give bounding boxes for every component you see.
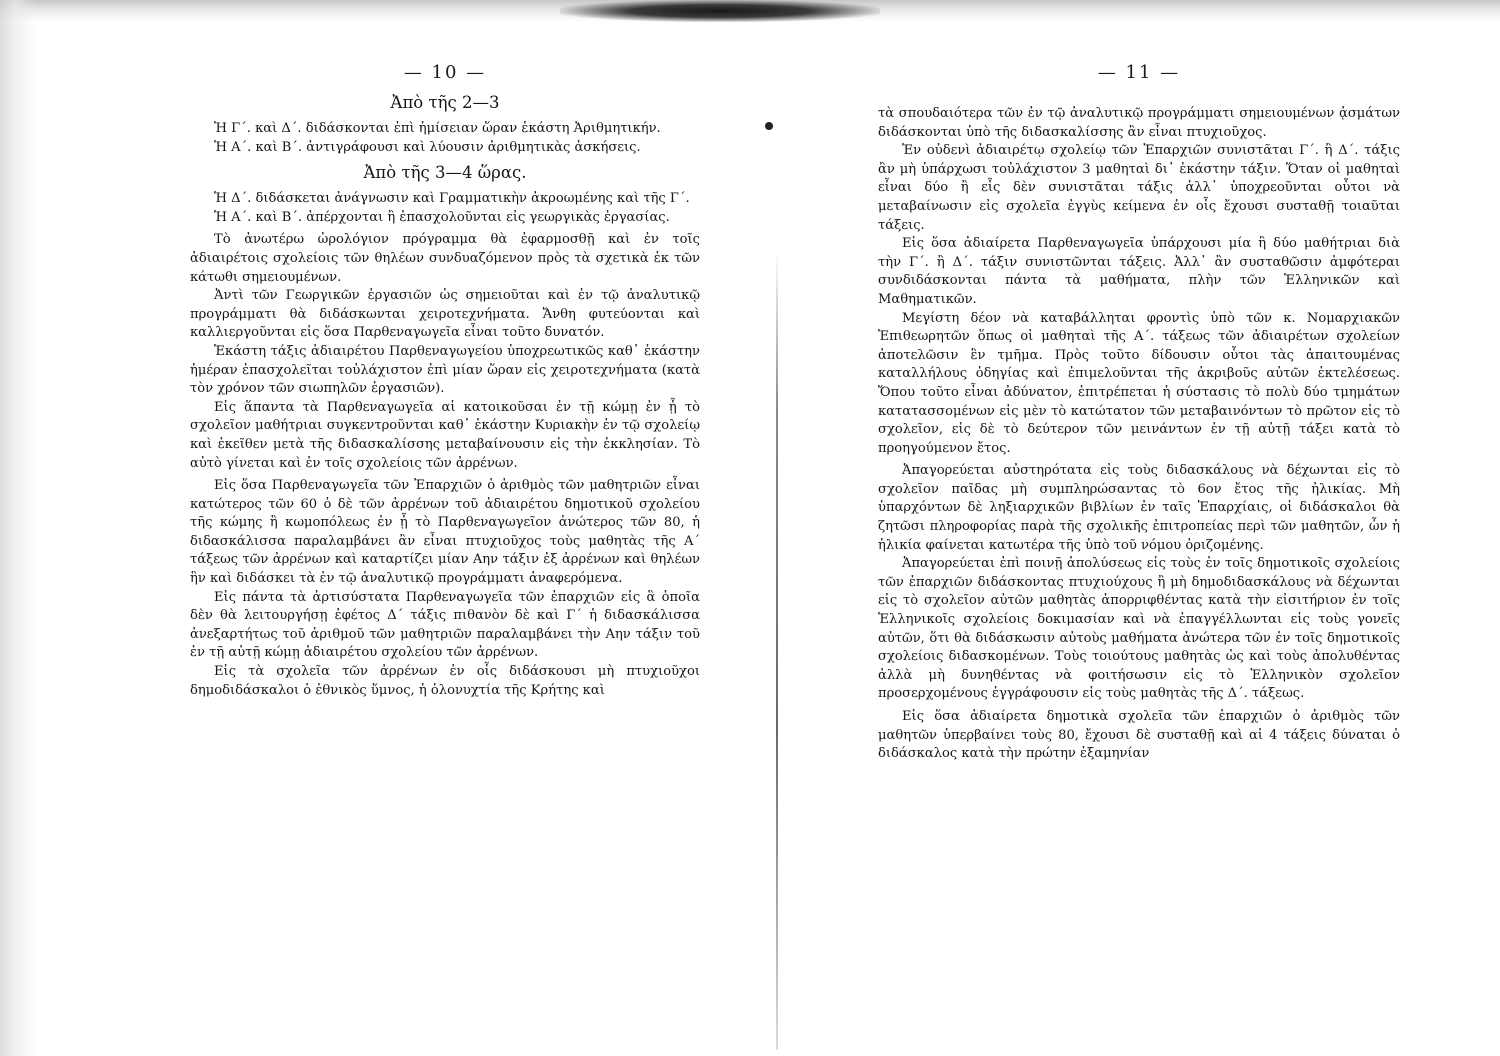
paragraph: τὰ σπουδαιότερα τῶν ἐν τῷ ἀναλυτικῷ προγράμματι σημειουμένων ᾀσμάτων διδάσκονται ὑπὸ τῆς διδασκαλίσσης ἂν εἶναι πτυχιοῦχος. bbox=[878, 106, 1400, 140]
page-number: — 11 — bbox=[1097, 62, 1181, 83]
paragraph: Ἐν οὐδενὶ ἀδιαιρέτῳ σχολείῳ τῶν Ἐπαρχιῶν συνιστᾶται Γ΄. ἢ Δ΄. τάξις ἂν μὴ ὑπάρχωσι τοὐλάχιστον 3 μαθηταὶ δι᾽ ἑκάστην τάξιν. Ὅταν οἱ μαθηταὶ εἶναι δύο ἢ εἷς δὲν συνιστᾶται τάξις ἀλλ᾽ ὑποχρεοῦνται οὗτοι νὰ μεταβαίνωσιν εἰς σχολεῖα ἐγγὺς κείμενα ἐν οἷς ἔχουσι συσταθῇ τοιαῦται τάξεις. bbox=[878, 143, 1400, 233]
scan-shadow-left bbox=[0, 0, 36, 1056]
right-page bbox=[878, 62, 1400, 764]
section-heading: Ἀπὸ τῆς 2—3 bbox=[390, 93, 500, 112]
paragraph: Τὸ ἀνωτέρω ὡρολόγιον πρόγραμμα θὰ ἐφαρμοσθῇ καὶ ἐν τοῖς ἀδιαιρέτοις σχολείοις τῶν θηλέων συνδυαζόμενον πρὸς τὰ σχετικὰ ἐκ τῶν κάτωθι σημειουμένων. bbox=[190, 232, 700, 285]
book-gutter bbox=[776, 250, 778, 1050]
paragraph: Ἡ Γ΄. καὶ Δ΄. διδάσκονται ἐπὶ ἡμίσειαν ὥραν ἑκάστη Ἀριθμητικήν. bbox=[214, 121, 661, 136]
paragraph: Ἀπαγορεύεται ἐπὶ ποινῇ ἀπολύσεως εἰς τοὺς ἐν τοῖς δημοτικοῖς σχολείοις τῶν ἐπαρχιῶν διδάσκοντας πτυχιούχους ἢ μὴ δημοδιδασκάλους νὰ δέχωνται εἰς τὸ σχολεῖον αὐτῶν μαθητὰς ἀπορριφθέντας κατὰ τὴν εἰσιτήριον ἐν τοῖς Ἑλληνικοῖς σχολείοις δοκιμασίαν καὶ νὰ ἐπαγγέλλωνται εἰς τοὺς γονεῖς αὐτῶν, ὅτι θὰ διδάσκωσιν αὐτοὺς μαθήματα ἀνώτερα τῶν ἐν τοῖς δημοτικοῖς σχολείοις διδασκομένων. Τοὺς τοιούτους μαθητὰς ὡς καὶ τοὺς ἀπολυθέντας ἀλλὰ μὴ δυνηθέντας νὰ φοιτήσωσιν εἰς τὸ Ἑλληνικὸν σχολεῖον προσερχομένους ἐγγράφουσιν εἰς τοὺς μαθητὰς τῆς Δ΄. τάξεως. bbox=[878, 556, 1400, 702]
paragraph: Εἰς ὅσα Παρθεναγωγεῖα τῶν Ἐπαρχιῶν ὁ ἀριθμὸς τῶν μαθητριῶν εἶναι κατώτερος τῶν 60 ὁ δὲ τῶν ἀρρένων τοῦ ἀδιαιρέτου δημοτικοῦ σχολείου τῆς κώμης ἢ κωμοπόλεως ἐν ᾗ τὸ Παρθεναγωγεῖον ἀνώτερος τῶν 80, ἡ διδασκάλισσα παραλαμβάνει ἂν εἶναι πτυχιοῦχος τοὺς μαθητὰς τῆς Α΄ τάξεως τῶν ἀρρένων καὶ καταρτίζει μίαν Αην τάξιν ἐξ ἀρρένων καὶ θηλέων ἣν καὶ διδάσκει τὰ ἐν τῷ ἀναλυτικῷ προγράμματι ἀναφερόμενα. bbox=[190, 478, 700, 587]
paragraph: Ἡ Δ΄. διδάσκεται ἀνάγνωσιν καὶ Γραμματικὴν ἀκροωμένης καὶ τῆς Γ΄. bbox=[214, 191, 690, 207]
page-number: — 10 — bbox=[403, 62, 487, 83]
paragraph: Εἰς ὅσα ἀδιαίρετα δημοτικὰ σχολεῖα τῶν ἐπαρχιῶν ὁ ἀριθμὸς τῶν μαθητῶν ὑπερβαίνει τοὺς 80, ἔχουσι δὲ συσταθῇ καὶ αἱ 4 τάξεις δύναται ὁ διδάσκαλος κατὰ τὴν πρώτην ἑξαμηνίαν bbox=[878, 709, 1400, 762]
paragraph: Ἀντὶ τῶν Γεωργικῶν ἐργασιῶν ὡς σημειοῦται καὶ ἐν τῷ ἀναλυτικῷ προγράμματι θὰ διδάσκωνται χειροτεχνήματα. Ἄνθη φυτεύονται καὶ καλλιεργοῦνται εἰς ὅσα Παρθεναγωγεῖα εἶναι τοῦτο δυνατόν. bbox=[190, 288, 700, 341]
paragraph: Εἰς ὅσα ἀδιαίρετα Παρθεναγωγεῖα ὑπάρχουσι μία ἢ δύο μαθήτριαι διὰ τὴν Γ΄. ἢ Δ΄. τάξιν συνιστῶνται τάξεις. Ἀλλ᾽ ἂν συσταθῶσιν ἀμφότεραι συνδιδάσκονται πάντα τὰ μαθήματα, πλὴν τῶν Ἑλληνικῶν καὶ Μαθηματικῶν. bbox=[878, 236, 1400, 307]
scan-shadow-blob bbox=[560, 0, 880, 22]
paragraph: Ἡ Α΄. καὶ Β΄. ἀντιγράφουσι καὶ λύουσιν ἀριθμητικὰς ἀσκήσεις. bbox=[214, 139, 641, 155]
section-heading: Ἀπὸ τῆς 3—4 ὥρας. bbox=[363, 163, 527, 183]
left-page bbox=[190, 62, 700, 700]
paragraph: Εἰς πάντα τὰ ἀρτισύστατα Παρθεναγωγεῖα τῶν ἐπαρχιῶν εἰς ἃ ὁποῖα δὲν θὰ λειτουργήσῃ ἐφέτος Δ΄ τάξις πιθανὸν δὲ καὶ Γ΄ ἡ διδασκάλισσα ἀνεξαρτήτως τοῦ ἀριθμοῦ τῶν μαθητριῶν παραλαμβάνει τὴν Αην τάξιν τοῦ ἐν τῇ αὐτῇ κώμῃ ἀδιαιρέτου σχολείου τῶν ἀρρένων. bbox=[190, 589, 700, 661]
paragraph: Ἑκάστη τάξις ἀδιαιρέτου Παρθεναγωγείου ὑποχρεωτικῶς καθ᾽ ἑκάστην ἡμέραν ἐπασχολεῖται τοὐλάχιστον ἐπὶ μίαν ὥραν εἰς χειροτεχνήματα (κατὰ τὸν χρόνον τῶν σιωπηλῶν ἐργασιῶν). bbox=[190, 343, 700, 397]
paragraph: Ἀπαγορεύεται αὐστηρότατα εἰς τοὺς διδασκάλους νὰ δέχωνται εἰς τὸ σχολεῖον παῖδας μὴ συμπληρώσαντας τὸ 6ον ἔτος τῆς ἡλικίας. Μὴ ὑπαρχόντων δὲ ληξιαρχικῶν βιβλίων ἐν ταῖς Ἐπαρχίαις, οἱ διδάσκαλοι θὰ ζητῶσι πληροφορίας παρὰ τῆς σχολικῆς ἐπιτροπείας περὶ τῶν μαθητῶν, ὧν ἡ ἡλικία φαίνεται κατωτέρα τῆς ὑπὸ τοῦ νόμου ὁριζομένης. bbox=[878, 463, 1400, 553]
paragraph: Ἡ Α΄. καὶ Β΄. ἀπέρχονται ἢ ἐπασχολοῦνται εἰς γεωργικὰς ἐργασίας. bbox=[214, 209, 670, 225]
paragraph: Εἰς τὰ σχολεῖα τῶν ἀρρένων ἐν οἷς διδάσκουσι μὴ πτυχιοῦχοι δημοδιδάσκαλοι ὁ ἐθνικὸς ὕμνος, ἡ ὁλονυχτία τῆς Κρήτης καὶ bbox=[190, 664, 700, 698]
ink-dot bbox=[765, 122, 773, 130]
paragraph: Εἰς ἅπαντα τὰ Παρθεναγωγεῖα αἱ κατοικοῦσαι ἐν τῇ κώμῃ ἐν ᾗ τὸ σχολεῖον μαθήτριαι συγκεντροῦνται καθ᾽ ἑκάστην Κυριακὴν ἐν τῷ σχολείῳ καὶ ἐκεῖθεν μετὰ τῆς διδασκαλίσσης μεταβαίνουσιν εἰς τὴν ἐκκλησίαν. Τὸ αὐτὸ γίνεται καὶ ἐν τοῖς σχολείοις τῶν ἀρρένων. bbox=[190, 399, 700, 471]
paragraph: Μεγίστη δέον νὰ καταβάλληται φροντὶς ὑπὸ τῶν κ. Νομαρχιακῶν Ἐπιθεωρητῶν ὅπως οἱ μαθηταὶ τῆς Α΄. τάξεως τῶν ἀδιαιρέτων σχολείων ἀποτελῶσιν ἓν τμῆμα. Πρὸς τοῦτο δίδουσιν οὗτοι τὰς ἀπαιτουμένας καταλλήλους ὁδηγίας καὶ ἐπιμελοῦνται τῆς ἀκριβοῦς αὐτῶν ἐκτελέσεως. Ὅπου τοῦτο εἶναι ἀδύνατον, ἐπιτρέπεται ἡ σύστασις τὸ πολὺ δύο τμημάτων κατατασσομένων εἰς μὲν τὸ κατώτατον τῶν μεταβαινόντων τὸ πρῶτον εἰς τὸ σχολεῖον, εἰς δὲ τὸ δεύτερον τῶν μεινάντων ἐν τῇ αὐτῇ τάξει κατὰ τὸ προηγούμενον ἔτος. bbox=[878, 310, 1400, 456]
